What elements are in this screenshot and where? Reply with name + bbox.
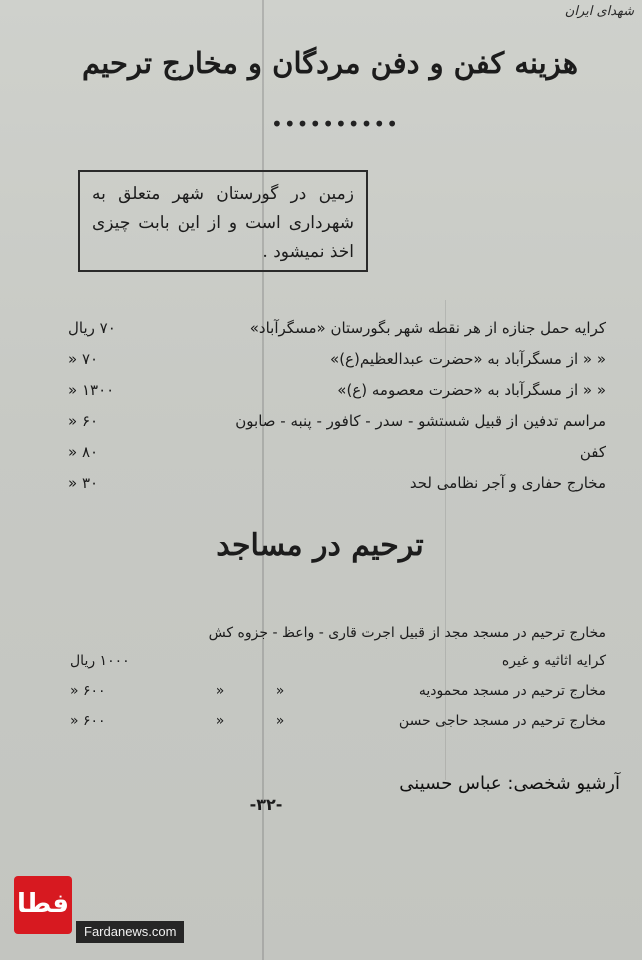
page-title: هزینه کفن و دفن مردگان و مخارج ترحیم — [81, 46, 578, 80]
mosque-amount: ۶۰۰ « — [70, 713, 106, 729]
table-row — [70, 676, 606, 706]
mosque-description: کرایه اثاثیه و غیره — [501, 653, 606, 669]
cost-amount: ۱۳۰۰ « — [68, 380, 115, 399]
ditto-mark: « — [215, 713, 225, 729]
page-number: -۳۲- — [249, 795, 283, 814]
table-row — [70, 646, 606, 676]
section-title: ترحیم در مساجد — [216, 528, 424, 563]
notice-box: زمین در گورستان شهر متعلق به شهرداری است و از این بابت چیزی اخذ نمیشود . — [78, 170, 368, 272]
ditto-mark: « — [275, 713, 285, 729]
mosque-amount: ۶۰۰ « — [70, 683, 106, 699]
mosque-amount: ۱۰۰۰ ریال — [70, 653, 130, 669]
table-row — [68, 343, 606, 374]
mosque-description: مخارج ترحیم در مسجد محمودیه — [418, 683, 606, 699]
ornament-divider: •••••••••• — [271, 112, 399, 136]
table-row — [68, 405, 606, 436]
cost-amount: ۶۰ « — [68, 411, 99, 430]
cost-description: مخارج حفاری و آجر نظامی لحد — [409, 473, 606, 492]
cost-description: کرایه حمل جنازه از هر نقطه شهر بگورستان «مسگرآباد» — [249, 318, 606, 337]
ditto-mark: « — [275, 683, 285, 699]
cost-amount: ۳۰ « — [68, 473, 99, 492]
table-row — [68, 374, 606, 405]
table-row — [68, 467, 606, 498]
mosque-costs — [70, 620, 606, 736]
cost-description: کفن — [579, 442, 606, 461]
cost-description: « « از مسگرآباد به «حضرت عبدالعظیم(ع)» — [330, 349, 606, 368]
watermark-text: شهدای ایران — [564, 4, 634, 19]
mosque-line: مخارج ترحیم در مسجد مجد از قبیل اجرت قاری - واعظ - جزوه کش — [208, 625, 606, 641]
table-row — [68, 436, 606, 467]
cost-amount: ۷۰ « — [68, 349, 99, 368]
ditto-mark: « — [215, 683, 225, 699]
site-logo: فطا — [14, 876, 72, 934]
site-url[interactable]: Fardanews.com — [76, 921, 184, 943]
table-row — [70, 706, 606, 736]
mosque-description: مخارج ترحیم در مسجد حاجی حسن — [398, 713, 606, 729]
cost-table — [68, 312, 606, 498]
table-row — [68, 312, 606, 343]
cost-description: مراسم تدفین از قبیل شستشو - سدر - کافور - پنبه - صابون — [235, 411, 606, 430]
cost-amount: ۷۰ ریال — [68, 318, 116, 337]
archive-credit: آرشیو شخصی: عباس حسینی — [399, 773, 620, 794]
cost-amount: ۸۰ « — [68, 442, 99, 461]
cost-description: « « از مسگرآباد به «حضرت معصومه (ع)» — [337, 380, 606, 399]
